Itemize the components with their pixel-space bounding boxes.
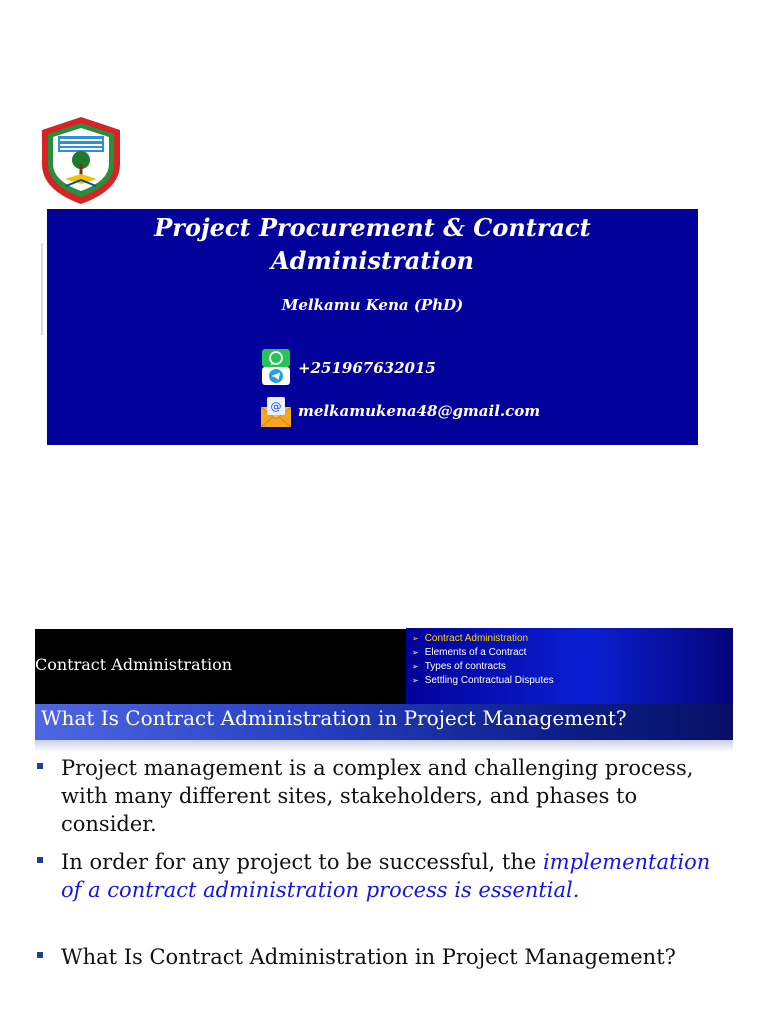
whatsapp-telegram-icon bbox=[262, 349, 290, 385]
email-address: melkamukena48@gmail.com bbox=[298, 402, 541, 420]
bullet-text: Project management is a complex and challenging process, with many different sites, stakeholders, and phases to consider. bbox=[61, 756, 694, 836]
bullet-marker bbox=[37, 952, 43, 958]
bullet-text-prefix: In order for any project to be successful, the bbox=[61, 850, 543, 874]
nav-item-types-of-contracts[interactable]: ➢ Types of contracts bbox=[412, 660, 733, 674]
svg-text:@: @ bbox=[270, 400, 282, 413]
section-label-panel bbox=[35, 629, 406, 707]
nav-item-elements-of-a-contract[interactable]: ➢ Elements of a Contract bbox=[412, 646, 733, 660]
title-box bbox=[47, 209, 698, 445]
slide-heading: What Is Contract Administration in Project Management? bbox=[41, 706, 627, 730]
bullet-marker bbox=[37, 857, 43, 863]
slide-heading-bar bbox=[35, 704, 733, 740]
university-logo bbox=[36, 114, 126, 206]
bullet-marker bbox=[37, 763, 43, 769]
bullet-item bbox=[35, 848, 735, 904]
bullet-text: What Is Contract Administration in Project Management? bbox=[61, 945, 676, 969]
author-name: Melkamu Kena (PhD) bbox=[281, 296, 464, 314]
bullet-item bbox=[35, 754, 735, 838]
title-line-1: Project Procurement & Contract bbox=[154, 213, 591, 242]
side-divider-line bbox=[41, 243, 43, 335]
bullet-text-emphasis: implementation of a contract administration process is essential. bbox=[61, 850, 711, 902]
agenda-nav-panel bbox=[406, 628, 733, 704]
agenda-nav-list bbox=[406, 628, 733, 688]
section-label: Contract Administration bbox=[35, 655, 233, 674]
heading-shadow bbox=[35, 740, 733, 752]
nav-item-contract-administration[interactable]: ➢ Contract Administration bbox=[412, 632, 733, 646]
phone-number: +251967632015 bbox=[298, 359, 436, 377]
nav-item-settling-contractual-disputes[interactable]: ➢ Settling Contractual Disputes bbox=[412, 674, 733, 688]
bullet-item bbox=[35, 943, 735, 971]
bullet-text bbox=[61, 848, 735, 904]
title-line-2: Administration bbox=[271, 246, 474, 275]
email-icon bbox=[259, 395, 293, 429]
